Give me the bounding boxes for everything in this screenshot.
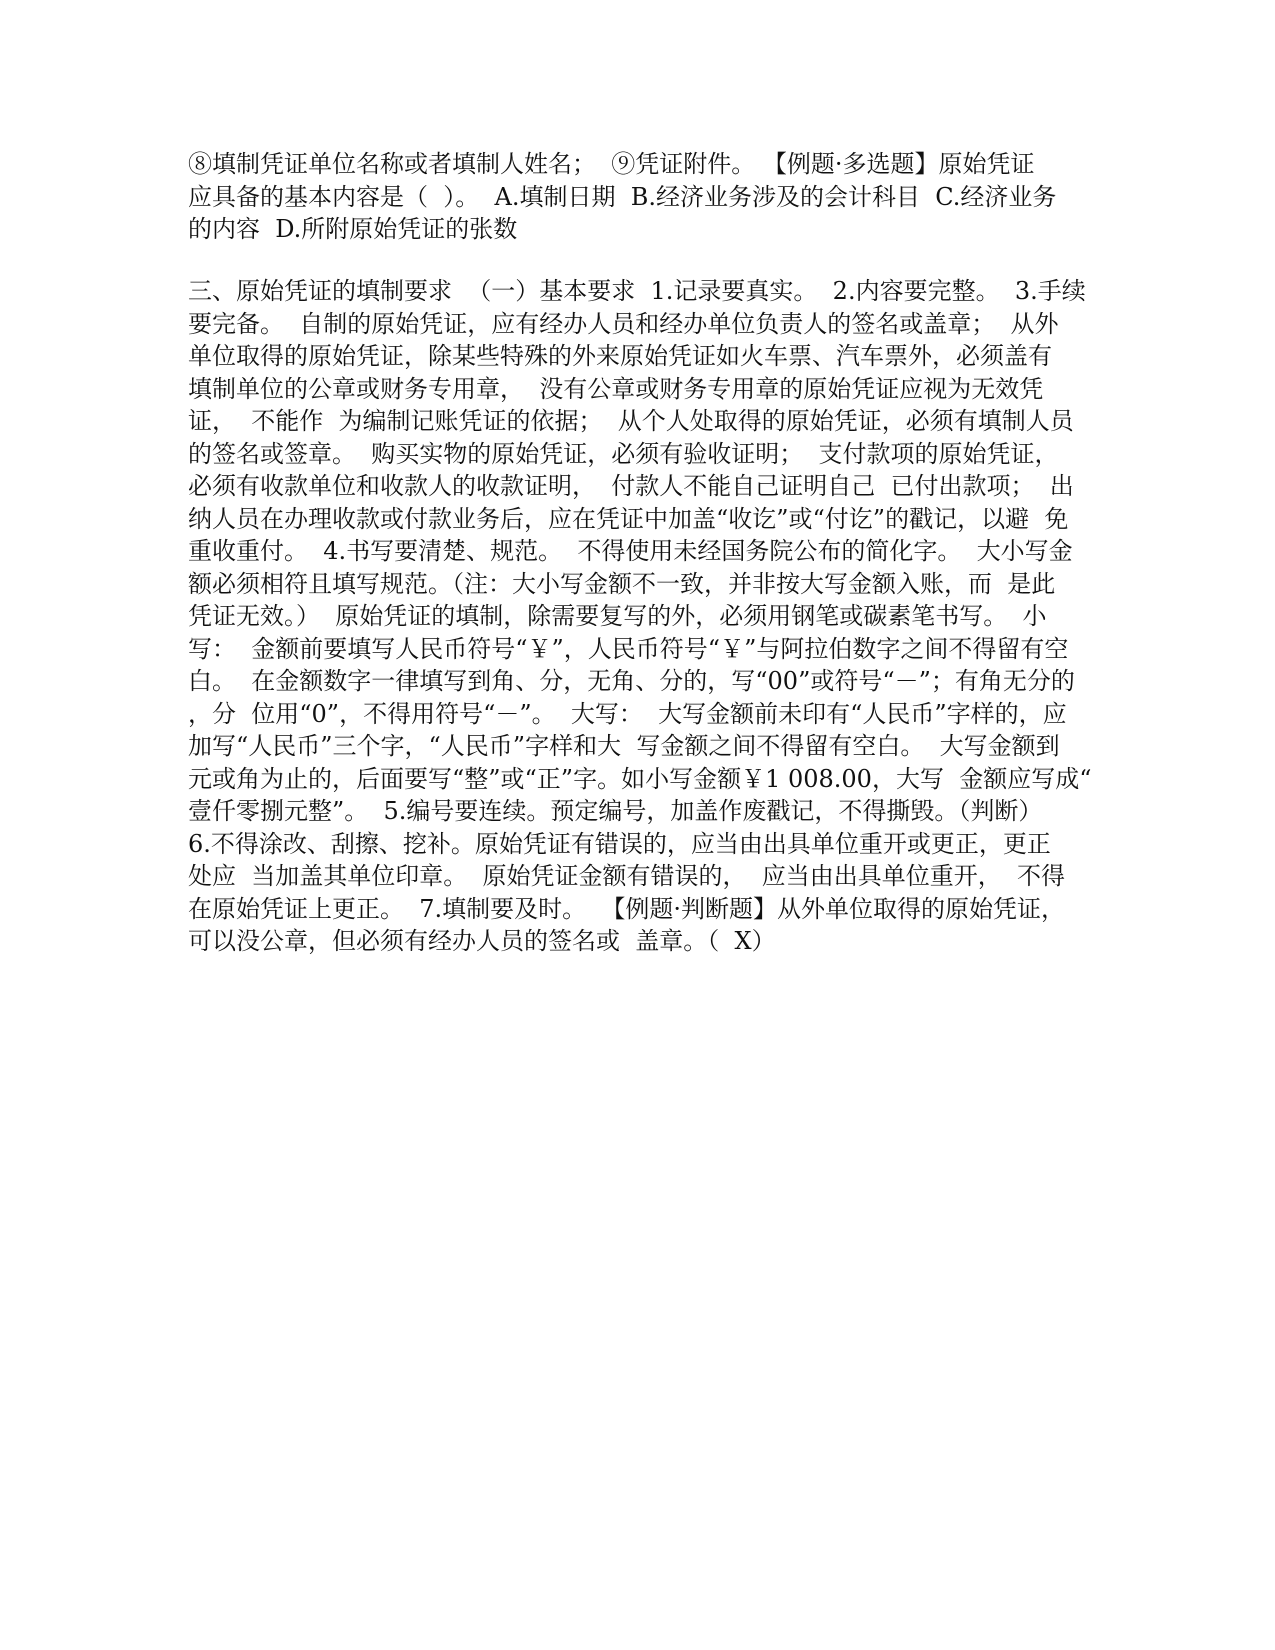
text-line: 在原始凭证上更正。 7.填制要及时。 【例题·判断题】从外单位取得的原始凭证， (188, 894, 1066, 923)
text-line: 壹仟零捌元整”。 5.编号要连续。预定编号，加盖作废戳记，不得撕毁。（判断） (188, 797, 1043, 825)
text-line: 要完备。 自制的原始凭证，应有经办人员和经办单位负责人的签名或盖章； 从外 (188, 309, 1059, 338)
text-line: 的签名或签章。 购买实物的原始凭证，必须有验收证明； 支付款项的原始凭证， (188, 439, 1059, 468)
text-line: ⑧填制凭证单位名称或者填制人姓名； ⑨凭证附件。 【例题·多选题】原始凭证 (188, 150, 1035, 178)
text-line: 加写“人民币”三个字，“人民币”字样和大 写金额之间不得留有空白。 大写金额到 (188, 732, 1060, 760)
text-line: 可以没公章，但必须有经办人员的签名或 盖章。（ X） (188, 927, 776, 955)
paragraph-voucher-contents (188, 148, 1088, 246)
text-line: 三、原始凭证的填制要求 （一）基本要求 1.记录要真实。 2.内容要完整。 3.手续 (188, 277, 1086, 305)
text-line: 的内容 D.所附原始凭证的张数 (188, 215, 518, 243)
text-line: 纳人员在办理收款或付款业务后，应在凭证中加盖“收讫”或“付讫”的戳记，以避 免 (188, 504, 1069, 533)
text-line: ，分 位用“0”，不得用符号“－”。 大写： 大写金额前未印有“人民币”字样的，应 (188, 699, 1067, 728)
text-line: 额必须相符且填写规范。（注：大小写金额不一致，并非按大写金额入账，而 是此 (188, 569, 1056, 598)
text-line: 单位取得的原始凭证，除某些特殊的外来原始凭证如火车票、汽车票外，必须盖有 (188, 342, 1052, 370)
text-line: 重收重付。 4.书写要清楚、规范。 不得使用未经国务院公布的简化字。 大小写金 (188, 537, 1073, 565)
text-line: 处应 当加盖其单位印章。 原始凭证金额有错误的， 应当由出具单位重开， 不得 (188, 862, 1066, 890)
text-line: 必须有收款单位和收款人的收款证明， 付款人不能自己证明自己 已付出款项； 出 (188, 472, 1074, 500)
text-line: 白。 在金额数字一律填写到角、分，无角、分的，写“00”或符号“－”；有角无分的 (188, 667, 1075, 695)
text-line: 应具备的基本内容是（ ）。 A.填制日期 B.经济业务涉及的会计科目 C.经济业务 (188, 182, 1057, 211)
paragraph-filling-requirements (188, 275, 1092, 958)
text-line: 填制单位的公章或财务专用章， 没有公章或财务专用章的原始凭证应视为无效凭 (188, 374, 1044, 403)
text-line: 写： 金额前要填写人民币符号“￥”，人民币符号“￥”与阿拉伯数字之间不得留有空 (188, 634, 1069, 663)
text-line: 6.不得涂改、刮擦、挖补。原始凭证有错误的，应当由出具单位重开或更正，更正 (188, 829, 1051, 858)
text-line: 凭证无效。） 原始凭证的填制，除需要复写的外，必须用钢笔或碳素笔书写。 小 (188, 602, 1047, 630)
text-line: 证， 不能作 为编制记账凭证的依据； 从个人处取得的原始凭证，必须有填制人员 (188, 407, 1074, 435)
text-line: 元或角为止的，后面要写“整”或“正”字。如小写金额￥1 008.00，大写 金额应写成“ (188, 764, 1092, 793)
